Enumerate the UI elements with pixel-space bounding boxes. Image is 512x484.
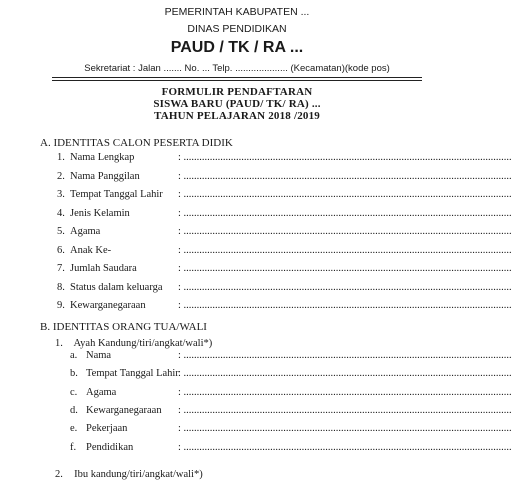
field-number: b. [70,368,78,380]
field-label: Tempat Tanggal Lahir [70,189,163,200]
field-label: Pekerjaan [86,423,128,435]
field-number: 6. [57,244,65,256]
fill-in-line[interactable]: : ............................................................................................................................. [178,350,512,361]
field-number: e. [70,423,78,435]
header-divider-bottom [52,80,422,81]
field-label: Nama [86,350,112,361]
header-address: Sekretariat : Jalan ....... No. ... Telp. .................... (Kecamatan)(kode pos) [84,63,390,74]
fill-in-line[interactable]: : ............................................................................................................................. [178,207,512,219]
field-number: c. [70,386,78,398]
header-school: PAUD / TK / RA ... [170,39,304,56]
fill-in-line[interactable]: : ............................................................................................................................. [178,263,512,274]
header-divider-top [52,77,422,78]
field-label: Pendidikan [86,441,134,453]
field-label: Agama [70,226,101,237]
mother-subheading-label: Ibu kandung/tiri/angkat/wali*) [74,469,203,480]
field-number: 9. [57,300,65,311]
fill-in-line[interactable]: : ............................................................................................................................. [178,189,512,200]
field-label: Nama Panggilan [70,170,140,182]
field-label: Kewarganegaraan [86,404,162,416]
field-number: 7. [57,263,65,274]
header-department: DINAS PENDIDIKAN [187,23,287,35]
field-label: Anak Ke- [70,244,112,256]
field-label: Status dalam keluarga [70,281,163,293]
header-government: PEMERINTAH KABUPATEN ... [164,6,310,18]
field-label: Jenis Kelamin [70,207,130,219]
field-number: 1. [57,152,65,163]
field-label: Agama [86,386,117,398]
section-b-heading: B. IDENTITAS ORANG TUA/WALI [40,321,207,333]
fill-in-line[interactable]: : ............................................................................................................................. [178,281,512,293]
fill-in-line[interactable]: : ............................................................................................................................. [178,386,512,398]
father-subheading-label: Ayah Kandung/tiri/angkat/wali*) [73,338,213,349]
field-number: f. [70,441,77,453]
section-a-heading: A. IDENTITAS CALON PESERTA DIDIK [40,137,233,149]
fill-in-line[interactable]: : ............................................................................................................................. [178,152,512,163]
field-label: Nama Lengkap [70,152,135,163]
mother-subheading: 2. Ibu kandung/tiri/angkat/wali*) [55,469,203,480]
fill-in-line[interactable]: : ............................................................................................................................. [178,404,512,416]
field-label: Kewarganegaraan [70,300,146,311]
form-title: FORMULIR PENDAFTARAN [161,86,313,98]
field-label: Jumlah Saudara [70,263,137,274]
fill-in-line[interactable]: : ............................................................................................................................. [178,170,512,182]
fill-in-line[interactable]: : ............................................................................................................................. [178,423,512,435]
form-year: TAHUN PELAJARAN 2018 /2019 [153,110,321,122]
form-subtitle: SISWA BARU (PAUD/ TK/ RA) ... [153,98,321,110]
father-subheading: 1. Ayah Kandung/tiri/angkat/wali*) [55,338,213,349]
fill-in-line[interactable]: : ............................................................................................................................. [178,368,512,380]
field-number: 2. [57,170,65,182]
fill-in-line[interactable]: : ............................................................................................................................. [178,441,512,453]
field-number: d. [70,404,78,416]
fill-in-line[interactable]: : ............................................................................................................................. [178,226,512,237]
field-number: 5. [57,226,65,237]
fill-in-line[interactable]: : ............................................................................................................................. [178,300,512,311]
fill-in-line[interactable]: : ............................................................................................................................. [178,244,512,256]
field-number: 8. [57,281,65,293]
field-label: Tempat Tanggal Lahir [86,368,179,380]
field-number: 4. [57,207,65,219]
field-number: a. [70,350,78,361]
field-number: 3. [57,189,65,200]
